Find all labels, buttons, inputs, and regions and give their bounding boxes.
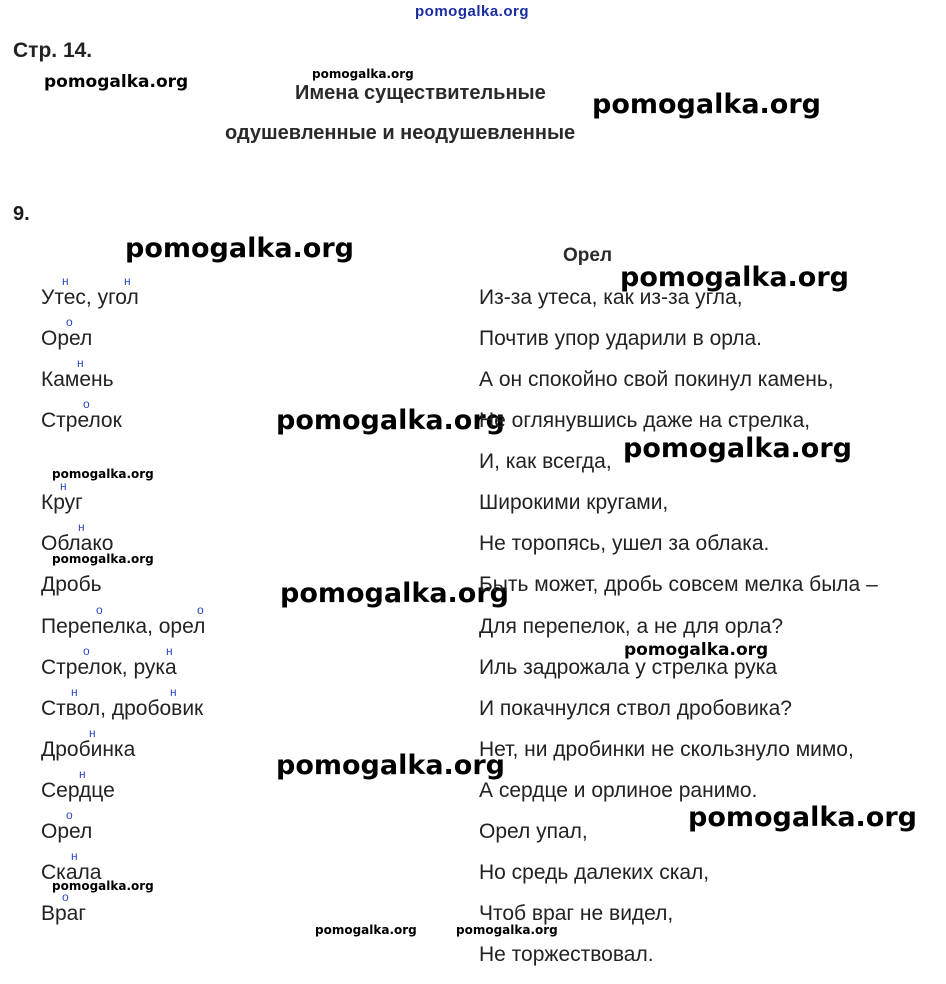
animate-mark: о <box>96 603 103 617</box>
word-item: Круг <box>41 491 83 514</box>
watermark: pomogalka.org <box>456 923 558 937</box>
watermark: pomogalka.org <box>125 233 354 264</box>
watermark: pomogalka.org <box>52 879 154 893</box>
word-item: Камень <box>41 368 114 391</box>
word-item: Орел <box>41 820 93 843</box>
inanimate-mark: н <box>124 274 131 288</box>
watermark: pomogalka.org <box>624 640 769 660</box>
page-subtitle: одушевленные и неодушевленные <box>225 122 576 144</box>
word-item: Стрелок <box>41 409 122 432</box>
poem-line: Для перепелок, а не для орла? <box>479 615 784 638</box>
poem-line: Не торопясь, ушел за облака. <box>479 532 770 555</box>
watermark: pomogalka.org <box>315 923 417 937</box>
word-item: Облако <box>41 532 114 555</box>
word-item: Ствол, дробовик <box>41 697 204 720</box>
exercise-number: 9. <box>13 203 30 225</box>
watermark: pomogalka.org <box>44 72 189 92</box>
watermark: pomogalka.org <box>623 433 852 464</box>
word-item: Дробь <box>41 573 102 596</box>
poem-line: Из-за утеса, как из-за угла, <box>479 286 743 309</box>
watermark: pomogalka.org <box>688 802 917 833</box>
watermark: pomogalka.org <box>276 405 505 436</box>
poem-line: А он спокойно свой покинул камень, <box>479 368 834 391</box>
watermark: pomogalka.org <box>592 89 821 120</box>
poem-line: Широкими кругами, <box>479 491 669 514</box>
word-item: Утес, угол <box>41 286 139 309</box>
inanimate-mark: н <box>60 479 67 493</box>
poem-line: Не оглянувшись даже на стрелка, <box>479 409 811 432</box>
watermark: pomogalka.org <box>620 262 849 293</box>
watermark: pomogalka.org <box>52 552 154 566</box>
poem-line: Почтив упор ударили в орла. <box>479 327 763 350</box>
inanimate-mark: н <box>79 767 86 781</box>
poem-line: Не торжествовал. <box>479 943 654 966</box>
animate-mark: о <box>83 644 90 658</box>
poem-line: Нет, ни дробинки не скользнуло мимо, <box>479 738 854 761</box>
inanimate-mark: н <box>78 520 85 534</box>
animate-mark: о <box>62 890 69 904</box>
watermark-top[interactable]: pomogalka.org <box>415 3 530 20</box>
inanimate-mark: н <box>62 274 69 288</box>
inanimate-mark: н <box>71 849 78 863</box>
page-reference: Стр. 14. <box>13 39 93 62</box>
poem-line: Иль задрожала у стрелка рука <box>479 656 778 679</box>
inanimate-mark: н <box>166 644 173 658</box>
word-item: Враг <box>41 902 87 925</box>
word-item: Орел <box>41 327 93 350</box>
poem-line: И покачнулся ствол дробовика? <box>479 697 792 720</box>
watermark: pomogalka.org <box>52 467 154 481</box>
watermark: pomogalka.org <box>276 750 505 781</box>
inanimate-mark: н <box>89 726 96 740</box>
word-item: Скала <box>41 861 102 884</box>
watermark: pomogalka.org <box>280 578 509 609</box>
poem-line: А сердце и орлиное ранимо. <box>479 779 758 802</box>
inanimate-mark: н <box>71 685 78 699</box>
watermark: pomogalka.org <box>312 67 414 81</box>
page-title: Имена существительные <box>295 82 546 104</box>
word-item: Стрелок, рука <box>41 656 177 679</box>
poem-line: Быть может, дробь совсем мелка была – <box>479 573 878 596</box>
animate-mark: о <box>66 315 73 329</box>
inanimate-mark: н <box>170 685 177 699</box>
poem-title: Орел <box>563 245 613 266</box>
word-item: Дробинка <box>41 738 136 761</box>
animate-mark: о <box>66 808 73 822</box>
poem-line: Но средь далеких скал, <box>479 861 710 884</box>
poem-line: И, как всегда, <box>479 450 612 473</box>
inanimate-mark: н <box>77 356 84 370</box>
animate-mark: о <box>197 603 204 617</box>
poem-line: Орел упал, <box>479 820 588 843</box>
word-item: Перепелка, орел <box>41 615 206 638</box>
poem-line: Чтоб враг не видел, <box>479 902 674 925</box>
animate-mark: о <box>83 397 90 411</box>
word-item: Сердце <box>41 779 115 802</box>
